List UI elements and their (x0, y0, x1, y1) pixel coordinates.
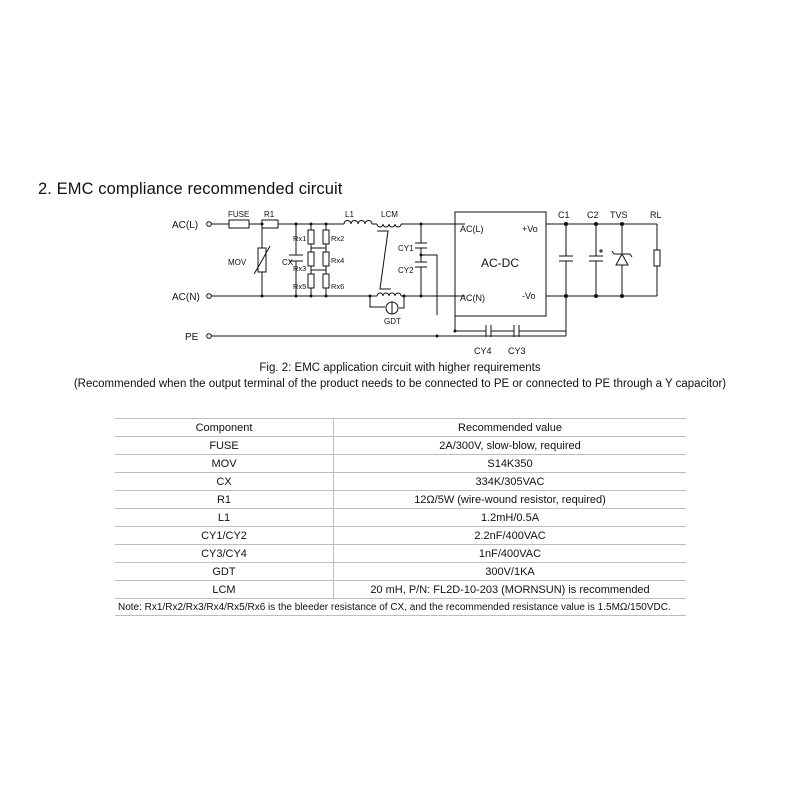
cell-value: 1.2mH/0.5A (334, 509, 687, 527)
label-fuse: FUSE (228, 210, 250, 219)
label-c2: C2 (587, 210, 599, 220)
table-row (115, 437, 686, 455)
table-row (115, 473, 686, 491)
cell-value: 20 mH, P/N: FL2D-10-203 (MORNSUN) is recommended (334, 581, 687, 599)
rx3-symbol (308, 252, 314, 266)
table-row (115, 455, 686, 473)
emc-circuit-diagram (0, 195, 800, 360)
table-note-row (115, 599, 686, 616)
table-row (115, 491, 686, 509)
rx6-symbol (323, 274, 329, 288)
cell-value: 12Ω/5W (wire-wound resistor, required) (334, 491, 687, 509)
label-ac-l-in: AC(L) (172, 220, 199, 231)
cell-value: 2A/300V, slow-blow, required (334, 437, 687, 455)
label-r1: R1 (264, 210, 275, 219)
label-rx1: Rx1 (293, 234, 307, 243)
label-cy1: CY1 (398, 244, 414, 253)
table-header-row (115, 419, 686, 437)
rl-symbol (654, 250, 660, 266)
fuse-symbol (229, 220, 249, 228)
lcm-bottom-winding (377, 293, 401, 296)
table-row (115, 545, 686, 563)
label-rx5: Rx5 (293, 282, 307, 291)
cell-component: CY3/CY4 (115, 545, 334, 563)
label-cy2: CY2 (398, 266, 414, 275)
label-pe: PE (185, 332, 199, 343)
table-note: Note: Rx1/Rx2/Rx3/Rx4/Rx5/Rx6 is the bleeder resistance of CX, and the recommended resistance value is 1.5MΩ/150VDC. (115, 599, 686, 616)
label-l1: L1 (345, 210, 354, 219)
rx5-symbol (308, 274, 314, 288)
figure-caption: Fig. 2: EMC application circuit with higher requirements (259, 362, 541, 374)
header-recommended-value: Recommended value (334, 419, 687, 437)
label-mov: MOV (228, 258, 247, 267)
label-module-name: AC-DC (481, 256, 519, 270)
label-cx: CX (282, 258, 294, 267)
c1-symbol (559, 256, 573, 261)
cell-value: 300V/1KA (334, 563, 687, 581)
label-rl: RL (650, 210, 662, 220)
pe-terminal (207, 334, 212, 339)
cell-component: FUSE (115, 437, 334, 455)
label-module-ac-l: AC(L) (460, 224, 484, 234)
ac-n-terminal (207, 294, 212, 299)
table-row (115, 527, 686, 545)
cell-value: S14K350 (334, 455, 687, 473)
table-row (115, 581, 686, 599)
cy4-symbol (486, 325, 491, 337)
rx1-symbol (308, 230, 314, 244)
cy2-symbol (415, 262, 427, 267)
cell-value: 1nF/400VAC (334, 545, 687, 563)
cy3-symbol (514, 325, 519, 337)
label-rx4: Rx4 (331, 256, 345, 265)
cell-value: 334K/305VAC (334, 473, 687, 491)
rx4-symbol (323, 252, 329, 266)
figure-note: (Recommended when the output terminal of the product needs to be connected to PE or connected to PE through a Y capacitor) (73, 378, 727, 390)
rx2-symbol (323, 230, 329, 244)
ac-l-terminal (207, 222, 212, 227)
cell-component: MOV (115, 455, 334, 473)
r1-symbol (262, 220, 278, 228)
lcm-core (377, 231, 391, 289)
component-table (115, 418, 686, 616)
label-rx2: Rx2 (331, 234, 345, 243)
header-component: Component (115, 419, 334, 437)
cell-component: L1 (115, 509, 334, 527)
cell-component: CY1/CY2 (115, 527, 334, 545)
cell-component: GDT (115, 563, 334, 581)
label-vo-plus: +Vo (522, 224, 538, 234)
label-module-ac-n: AC(N) (460, 293, 485, 303)
cell-value: 2.2nF/400VAC (334, 527, 687, 545)
cell-component: R1 (115, 491, 334, 509)
label-lcm: LCM (381, 210, 398, 219)
label-gdt: GDT (384, 317, 401, 326)
label-tvs: TVS (610, 210, 628, 220)
label-ac-n-in: AC(N) (172, 292, 200, 303)
table-row (115, 563, 686, 581)
label-c1: C1 (558, 210, 570, 220)
cell-component: CX (115, 473, 334, 491)
label-vo-minus: -Vo (522, 291, 536, 301)
tvs-symbol (616, 254, 628, 265)
cy1-symbol (415, 243, 427, 248)
l1-symbol (344, 221, 372, 225)
table-row (115, 509, 686, 527)
label-cy3: CY3 (508, 346, 526, 356)
section-title: 2. EMC compliance recommended circuit (38, 180, 343, 198)
label-rx6: Rx6 (331, 282, 345, 291)
lcm-top-winding (377, 224, 401, 227)
label-rx3: Rx3 (293, 264, 307, 273)
label-cy4: CY4 (474, 346, 492, 356)
c2-symbol (589, 256, 603, 261)
cell-component: LCM (115, 581, 334, 599)
